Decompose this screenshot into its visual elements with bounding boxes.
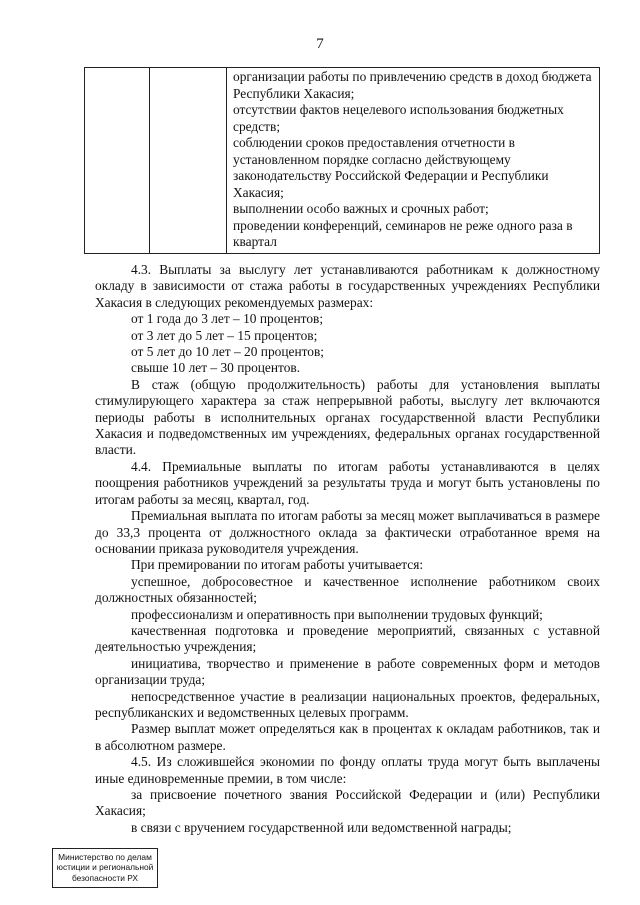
rate-item: свыше 10 лет – 30 процентов.: [131, 360, 301, 376]
criteria-item: успешное, добросовестное и качественное исполнение работником своих должностных обязанностей;: [95, 573, 600, 606]
paragraph-4-5: 4.5. Из сложившейся экономии по фонду оплаты труда могут быть выплачены иные единовременные премии, в том числе:: [95, 754, 600, 786]
stamp-line: Министерство по делам: [58, 852, 152, 862]
table-line: соблюдении сроков предоставления отчетности в установленном порядке согласно действующему законодательству Российской Федерации и Республики Хакасия;: [233, 135, 549, 200]
criteria-item: непосредственное участие в реализации национальных проектов, федеральных, республиканских и ведомственных целевых программ.: [95, 688, 600, 720]
page-number: 7: [316, 36, 324, 52]
rate-item: от 1 года до 3 лет – 10 процентов;: [131, 311, 324, 327]
bonus-item: за присвоение почетного звания Российской Федерации и (или) Республики Хакасия;: [95, 787, 600, 819]
paragraph-monthly-bonus: Премиальная выплата по итогам работы за месяц может выплачиваться в размере до 33,3 процента от должностного оклада за фактически отработанное время на основании приказа руководителя учреждения.: [95, 508, 600, 556]
ministry-stamp: [52, 848, 158, 888]
stamp-line: юстиции и региональной: [56, 862, 154, 873]
criteria-item: инициатива, творчество и применение в работе современных форм и методов организации труда;: [95, 655, 600, 688]
paragraph-seniority: В стаж (общую продолжительность) работы для установления выплаты стимулирующего характера за стаж непрерывной работы, выслугу лет включаются периоды работы в исполнительных органах государственной власти Республики Хакасия и подведомственных им учреждениях, федеральных органах государственной власти.: [95, 376, 600, 458]
table-line: организации работы по привлечению средств в доход бюджета Республики Хакасия;: [233, 69, 592, 101]
table-cell-empty-2: [150, 68, 227, 254]
paragraph-4-3: 4.3. Выплаты за выслугу лет устанавливаются работникам к должностному окладу в зависимости от стажа работы в государственных учреждениях Республики Хакасия в следующих рекомендуемых размерах:: [95, 262, 600, 310]
document-body: [95, 262, 600, 836]
continuation-table: [84, 67, 600, 254]
table-cell-empty-1: [85, 68, 150, 254]
table-line: выполнении особо важных и срочных работ;: [233, 201, 489, 216]
paragraph-4-4: 4.4. Премиальные выплаты по итогам работы устанавливаются в целях поощрения работников учреждений за результаты труда и могут быть установлены по итогам работы за месяц, квартал, год.: [95, 458, 600, 507]
table-line: отсутствии фактов нецелевого использования бюджетных средств;: [233, 102, 564, 134]
criteria-item: профессионализм и оперативность при выполнении трудовых функций;: [131, 606, 543, 622]
rate-item: от 3 лет до 5 лет – 15 процентов;: [131, 327, 318, 343]
bonus-item: в связи с вручением государственной или ведомственной награды;: [131, 819, 512, 835]
rate-item: от 5 лет до 10 лет – 20 процентов;: [131, 344, 325, 360]
table-row: [85, 68, 600, 254]
table-cell-criteria: [227, 68, 600, 254]
stamp-line: безопасности РХ: [71, 872, 139, 883]
paragraph-bonus-criteria-intro: При премировании по итогам работы учитывается:: [131, 557, 424, 573]
criteria-item: качественная подготовка и проведение мероприятий, связанных с уставной деятельностью учреждения;: [95, 622, 600, 655]
table-line: проведении конференций, семинаров не реже одного раза в квартал: [233, 217, 573, 249]
paragraph-payment-size: Размер выплат может определяться как в процентах к окладам работников, так и в абсолютном размере.: [95, 721, 600, 753]
